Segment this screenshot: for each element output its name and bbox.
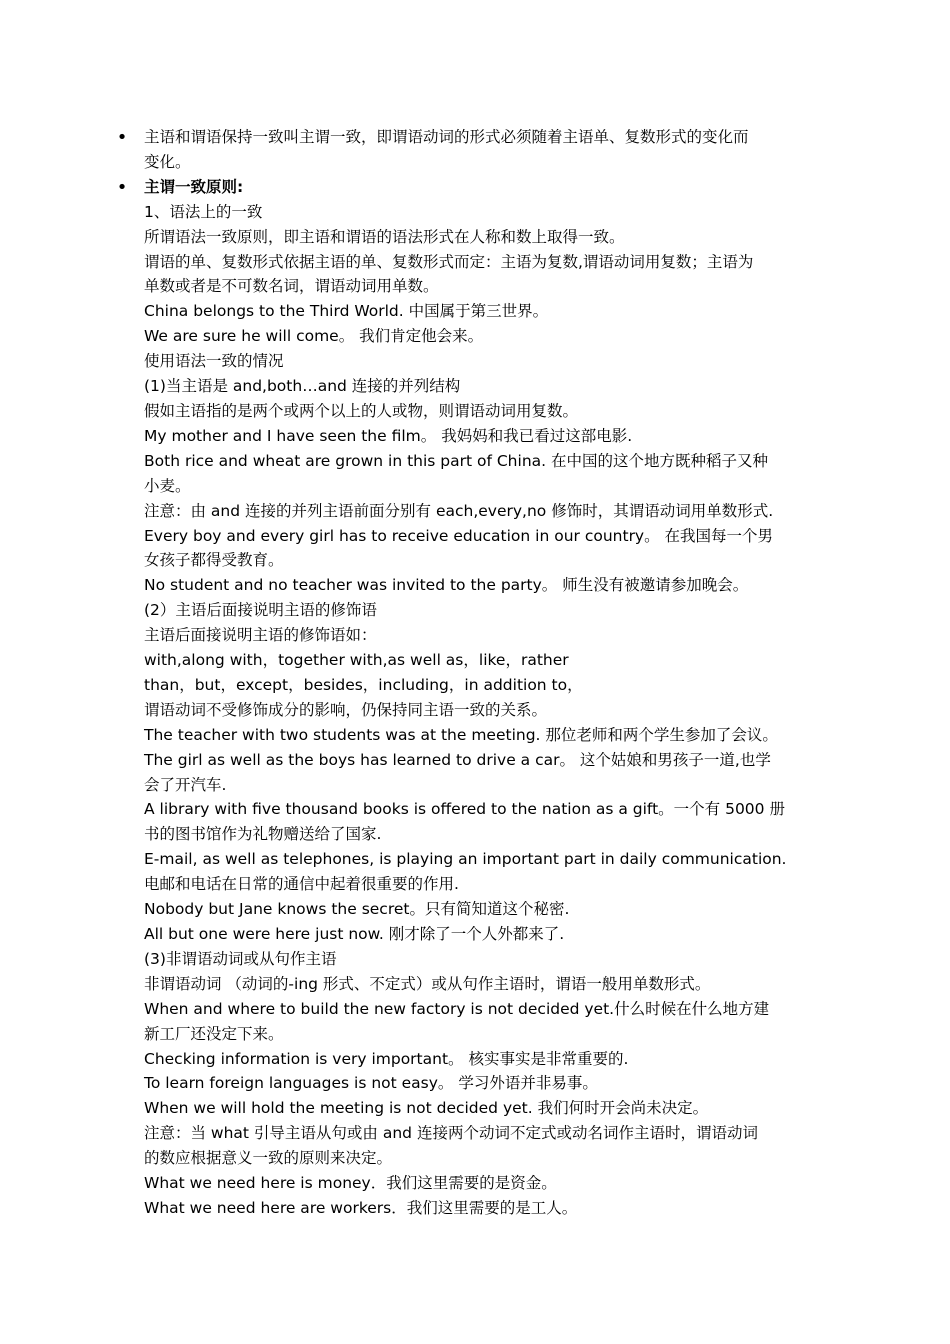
text-line: All but one were here just now. 刚才除了一个人外都来了. [144, 925, 565, 943]
text-line: The girl as well as the boys has learned to drive a car。 这个姑娘和男孩子一道,也学 [144, 750, 771, 769]
text-line: 注意：当 what 引导主语从句或由 and 连接两个动词不定式或动名词作主语时，谓语动词 [144, 1124, 758, 1143]
text-line: 非谓语动词 （动词的-ing 形式、不定式）或从句作主语时，谓语一般用单数形式。 [144, 974, 711, 993]
text-line: (3)非谓语动词或从句作主语 [144, 949, 337, 968]
text-line: 主语后面接说明主语的修饰语如： [144, 626, 377, 645]
text-line: 新工厂还没定下来。 [144, 1024, 284, 1043]
text-line: 使用语法一致的情况 [144, 352, 284, 371]
text-line: 会了开汽车. [144, 775, 227, 794]
text-line: What we need here is money．我们这里需要的是资金。 [144, 1174, 557, 1193]
text-line: We are sure he will come。 我们肯定他会来。 [144, 327, 484, 346]
text-line: Every boy and every girl has to receive education in our country。 在我国每一个男 [144, 526, 774, 545]
text-line: 1、语法上的一致 [144, 202, 263, 221]
text-line: 小麦。 [144, 476, 191, 495]
text-line: No student and no teacher was invited to the party。 师生没有被邀请参加晚会。 [144, 576, 749, 595]
text-line: E-mail, as well as telephones, is playing an important part in daily communication. [144, 850, 787, 869]
text-line: 假如主语指的是两个或两个以上的人或物，则谓语动词用复数。 [144, 401, 579, 420]
text-line: When we will hold the meeting is not decided yet. 我们何时开会尚未决定。 [144, 1099, 709, 1118]
text-line: than，but，except，besides，including，in addition to， [144, 675, 583, 694]
text-line: 的数应根据意义一致的原则来决定。 [144, 1149, 393, 1168]
text-line: Checking information is very important。 核实事实是非常重要的. [144, 1049, 629, 1068]
bullet-item-intro [115, 125, 815, 175]
text-line: China belongs to the Third World. 中国属于第三世界。 [144, 302, 549, 321]
text-line: My mother and I have seen the film。 我妈妈和我已看过这部电影. [144, 426, 633, 445]
text-line: 所谓语法一致原则，即主语和谓语的语法形式在人称和数上取得一致。 [144, 227, 625, 246]
text-line: 女孩子都得受教育。 [144, 551, 284, 570]
intro-line-1: 主语和谓语保持一致叫主谓一致，即谓语动词的形式必须随着主语单、复数形式的变化而 [144, 128, 749, 146]
text-line: 谓语的单、复数形式依据主语的单、复数形式而定：主语为复数,谓语动词用复数；主语为 [144, 252, 754, 271]
text-line: 谓语动词不受修饰成分的影响，仍保持同主语一致的关系。 [144, 700, 548, 719]
text-line: Nobody but Jane knows the secret。只有简知道这个秘密. [144, 900, 570, 919]
intro-line-2: 变化。 [144, 152, 191, 171]
text-line: (1)当主语是 and,both…and 连接的并列结构 [144, 377, 461, 396]
section-title: 主谓一致原则: [144, 177, 244, 196]
bullet-icon: • [116, 127, 128, 148]
text-line: (2）主语后面接说明主语的修饰语 [144, 601, 377, 620]
text-line: To learn foreign languages is not easy。 学习外语并非易事。 [144, 1074, 598, 1093]
text-line: with,along with，together with,as well as，like，rather [144, 651, 569, 670]
document-body [115, 125, 815, 1221]
text-line: 注意：由 and 连接的并列主语前面分别有 each,every,no 修饰时，其谓语动词用单数形式. [144, 501, 774, 520]
text-line: When and where to build the new factory is not decided yet.什么时候在什么地方建 [144, 999, 770, 1018]
text-line: Both rice and wheat are grown in this part of China. 在中国的这个地方既种稻子又种 [144, 451, 768, 470]
text-line: 电邮和电话在日常的通信中起着很重要的作用. [144, 875, 459, 894]
text-line: The teacher with two students was at the meeting. 那位老师和两个学生参加了会议。 [144, 725, 778, 744]
bullet-item-principles [115, 175, 815, 1221]
text-line: A library with five thousand books is offered to the nation as a gift。一个有 5000 册 [144, 800, 785, 819]
bullet-icon: • [116, 176, 128, 198]
text-line: What we need here are workers．我们这里需要的是工人。 [144, 1198, 578, 1217]
text-line: 单数或者是不可数名词，谓语动词用单数。 [144, 277, 439, 296]
text-line: 书的图书馆作为礼物赠送给了国家. [144, 825, 382, 844]
